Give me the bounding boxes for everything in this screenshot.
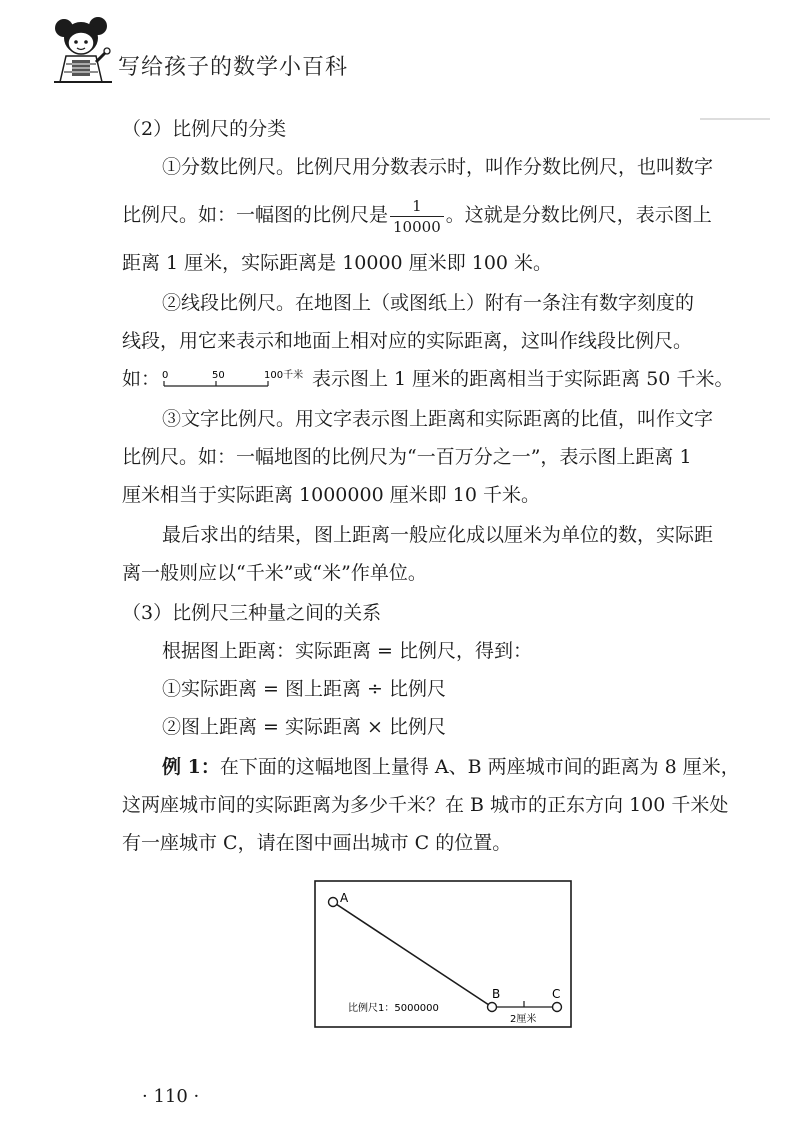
fraction-example: [390, 196, 444, 237]
page-header: [52, 12, 772, 92]
section-3-title: （3）比例尺三种量之间的关系: [122, 602, 382, 624]
city-a-label: A: [340, 891, 349, 905]
scale-bar-label-100: 100千米: [264, 370, 304, 381]
relation-intro: 根据图上距离：实际距离 = 比例尺，得到：: [162, 640, 533, 662]
paragraph-text-scale-line3: 厘米相当于实际距离 1000000 厘米即 10 千米。: [122, 484, 540, 506]
city-a-point: [329, 898, 338, 907]
scale-bar-label-50: 50: [212, 370, 225, 381]
paragraph-segment-scale-line3: [122, 360, 770, 398]
paragraph-fraction-scale-line3: 距离 1 厘米，实际距离是 10000 厘米即 100 米。: [122, 252, 553, 274]
paragraph-segment-scale-line1: ②线段比例尺。在地图上（或图纸上）附有一条注有数字刻度的: [162, 292, 695, 314]
paragraph-segment-scale-line2: 线段，用它来表示和地面上相对应的实际距离，这叫作线段比例尺。: [122, 330, 693, 352]
fraction-denominator: 10000: [390, 216, 444, 237]
example-map-figure: [314, 880, 574, 1030]
map-scale-text: 比例尺1：5000000: [348, 1003, 439, 1014]
relation-formula-1: ①实际距离 = 图上距离 ÷ 比例尺: [162, 678, 446, 700]
book-title: 写给孩子的数学小百科: [118, 55, 349, 80]
paragraph-units-line1: 最后求出的结果，图上距离一般应化成以厘米为单位的数，实际距: [162, 524, 714, 546]
paragraph-fraction-scale-line2: [122, 186, 770, 244]
city-c-label: C: [552, 987, 561, 1001]
segment-example-suffix: 表示图上 1 厘米的距离相当于实际距离 50 千米。: [312, 368, 734, 390]
girl-mascot-icon: [52, 12, 114, 84]
relation-formula-2: ②图上距离 = 实际距离 × 比例尺: [162, 716, 446, 738]
page-number: · 110 ·: [142, 1086, 200, 1107]
paragraph-text-scale-line2: 比例尺。如：一幅地图的比例尺为“一百万分之一”，表示图上距离 1: [122, 446, 692, 468]
example-1-line3: 有一座城市 C，请在图中画出城市 C 的位置。: [122, 832, 512, 854]
paragraph-fraction-scale-line1: ①分数比例尺。比例尺用分数表示时，叫作分数比例尺，也叫数字: [162, 156, 714, 178]
city-c-point: [553, 1003, 562, 1012]
fraction-example-suffix: 。这就是分数比例尺，表示图上: [445, 204, 712, 226]
fraction-numerator: 1: [412, 196, 422, 215]
paragraph-units-line2: 离一般则应以“千米”或“米”作单位。: [122, 562, 427, 584]
example-1-line2: 这两座城市间的实际距离为多少千米？在 B 城市的正东方向 100 千米处: [122, 794, 729, 816]
example-label: 例 1：: [162, 756, 220, 778]
segment-scale-bar: [160, 368, 310, 392]
section-2-title: （2）比例尺的分类: [122, 118, 287, 140]
example-1-line1: [122, 748, 770, 786]
city-b-point: [488, 1003, 497, 1012]
main-content: [122, 110, 770, 862]
scale-bar-label-0: 0: [162, 370, 169, 381]
example-text-1: 在下面的这幅地图上量得 A、B 两座城市间的距离为 8 厘米，: [219, 756, 740, 778]
fraction-example-prefix: 比例尺。如：一幅图的比例尺是: [122, 204, 389, 226]
segment-example-prefix: 如：: [122, 368, 161, 390]
paragraph-text-scale-line1: ③文字比例尺。用文字表示图上距离和实际距离的比值，叫作文字: [162, 408, 714, 430]
city-b-label: B: [492, 987, 501, 1001]
segment-length-label: 2厘米: [510, 1014, 537, 1025]
